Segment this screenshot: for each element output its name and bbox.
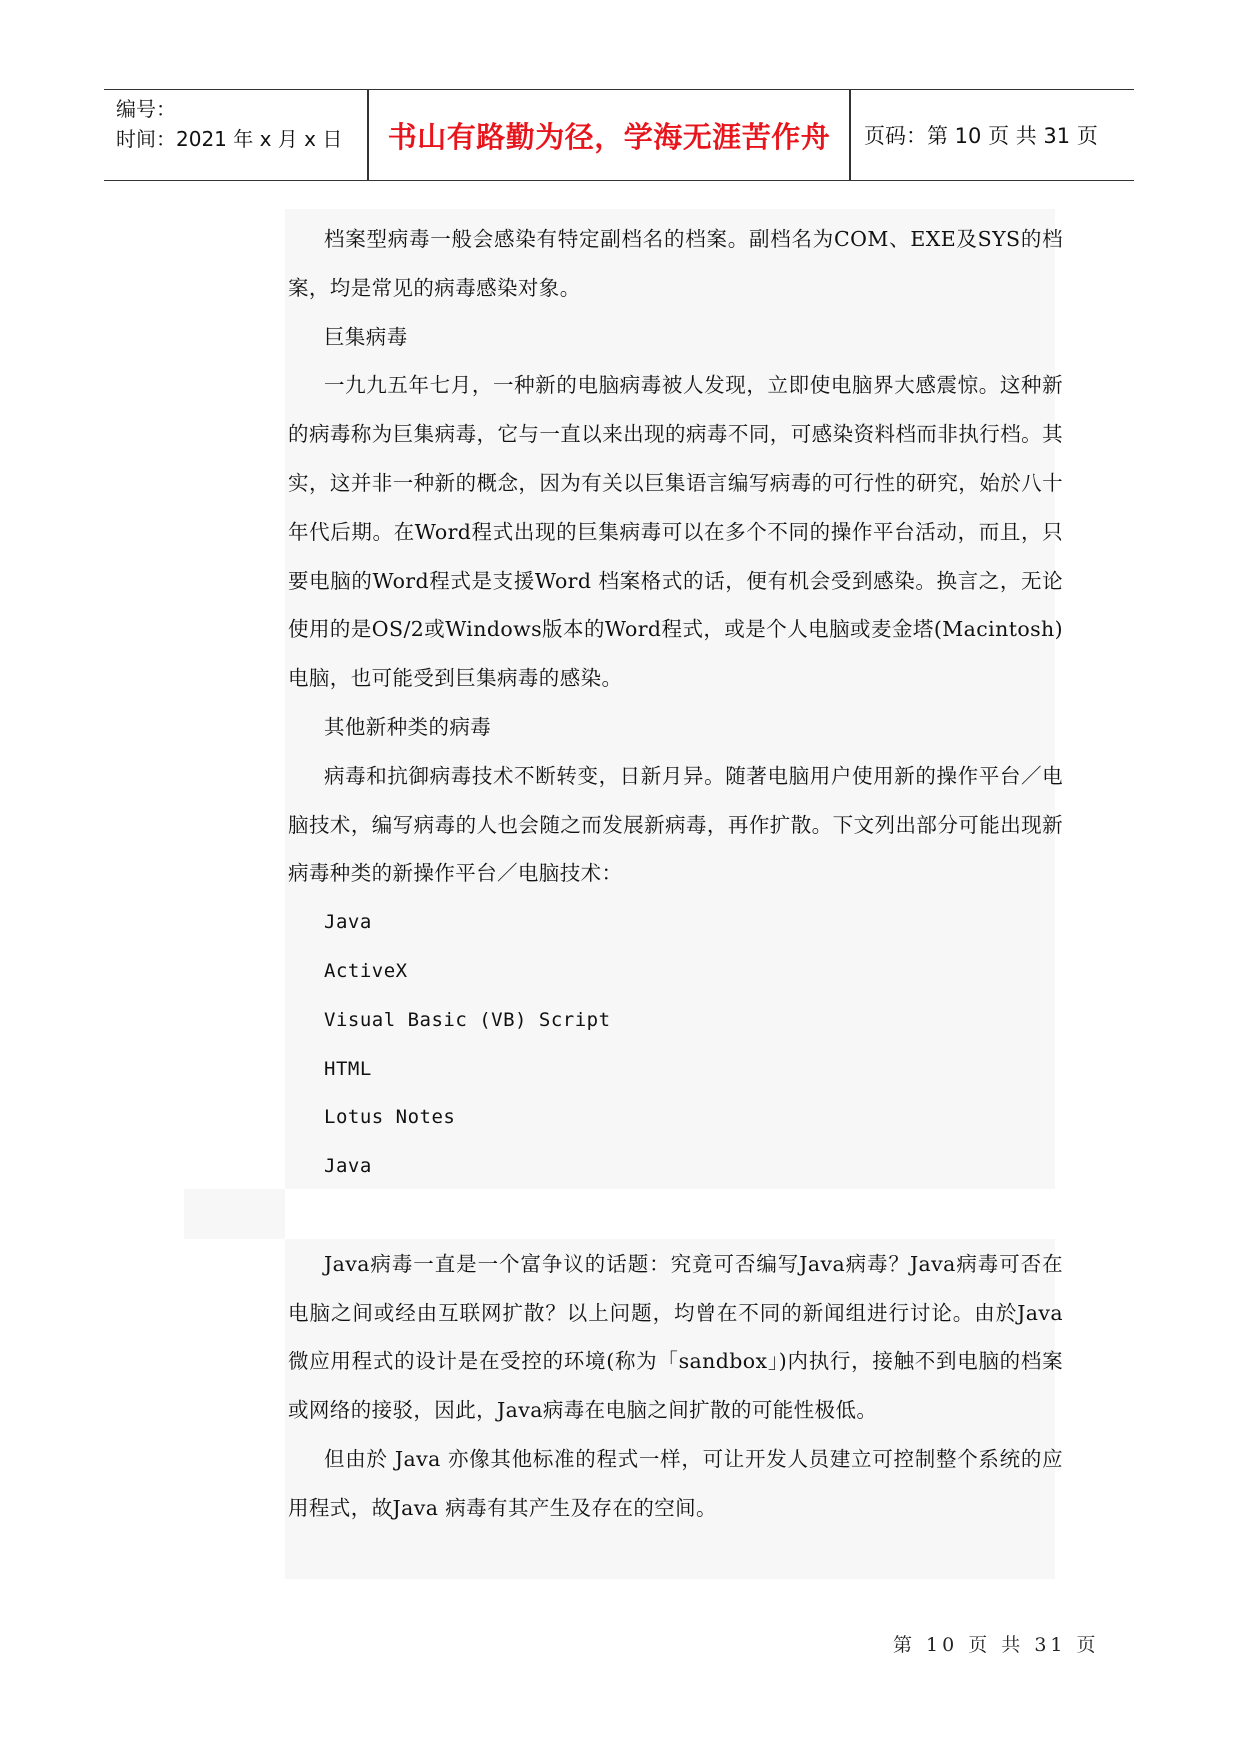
header-meta [116, 94, 364, 154]
header-time-label: 时间：2021 年 x 月 x 日 [116, 127, 343, 151]
header-divider [849, 90, 851, 180]
spacer [288, 1191, 1063, 1240]
list-item: Lotus Notes [324, 1106, 456, 1129]
heading-new-viruses: 其他新种类的病毒 [324, 714, 492, 739]
list-item: ActiveX [324, 959, 408, 982]
paragraph-file-virus: 档案型病毒一般会感染有特定副档名的档案。副档名为COM、EXE及SYS的档案，均是常见的病毒感染对象。 [288, 227, 1063, 300]
content-background-strip [184, 1189, 285, 1239]
paragraph-java-space: 但由於 Java 亦像其他标准的程式一样，可让开发人员建立可控制整个系统的应用程式，故Java 病毒有其产生及存在的空间。 [288, 1446, 1063, 1520]
paragraph-java-virus: Java病毒一直是一个富争议的话题：究竟可否编写Java病毒？Java病毒可否在电脑之间或经由互联网扩散？以上问题，均曾在不同的新闻组进行讨论。由於Java微应用程式的设计是在受控的环境(称为「sandbox」)内执行，接触不到电脑的档案或网络的接驳，因此，Java病毒在电脑之间扩散的可能性极低。 [288, 1251, 1063, 1423]
document-body [288, 215, 1063, 1533]
page-header [104, 89, 1134, 181]
header-motto: 书山有路勤为径，学海无涯苦作舟 [387, 119, 831, 154]
header-page-code: 页码：第 10 页 共 31 页 [864, 124, 1098, 148]
list-item: Visual Basic (VB) Script [324, 1008, 611, 1031]
page-footer-number: 第 10 页 共 31 页 [893, 1634, 1100, 1656]
list-item: Java [324, 1155, 372, 1178]
list-item: Java [324, 911, 372, 934]
paragraph-new-viruses: 病毒和抗御病毒技术不断转变，日新月异。随著电脑用户使用新的操作平台／电脑技术，编写病毒的人也会随之而发展新病毒，再作扩散。下文列出部分可能出现新病毒种类的新操作平台／电脑技术： [288, 763, 1063, 886]
list-item: HTML [324, 1057, 372, 1080]
heading-macro-virus: 巨集病毒 [324, 324, 408, 349]
paragraph-macro-virus: 一九九五年七月，一种新的电脑病毒被人发现，立即使电脑界大感震惊。这种新的病毒称为巨集病毒，它与一直以来出现的病毒不同，可感染资料档而非执行档。其实，这并非一种新的概念，因为有关以巨集语言编写病毒的可行性的研究，始於八十年代后期。在Word程式出现的巨集病毒可以在多个不同的操作平台活动，而且，只要电脑的Word程式是支援Word 档案格式的话，便有机会受到感染。换言之，无论使用的是OS/2或Windows版本的Word程式，或是个人电脑或麦金塔(Macintosh)电脑，也可能受到巨集病毒的感染。 [288, 373, 1063, 691]
header-number-label: 编号： [116, 97, 176, 121]
